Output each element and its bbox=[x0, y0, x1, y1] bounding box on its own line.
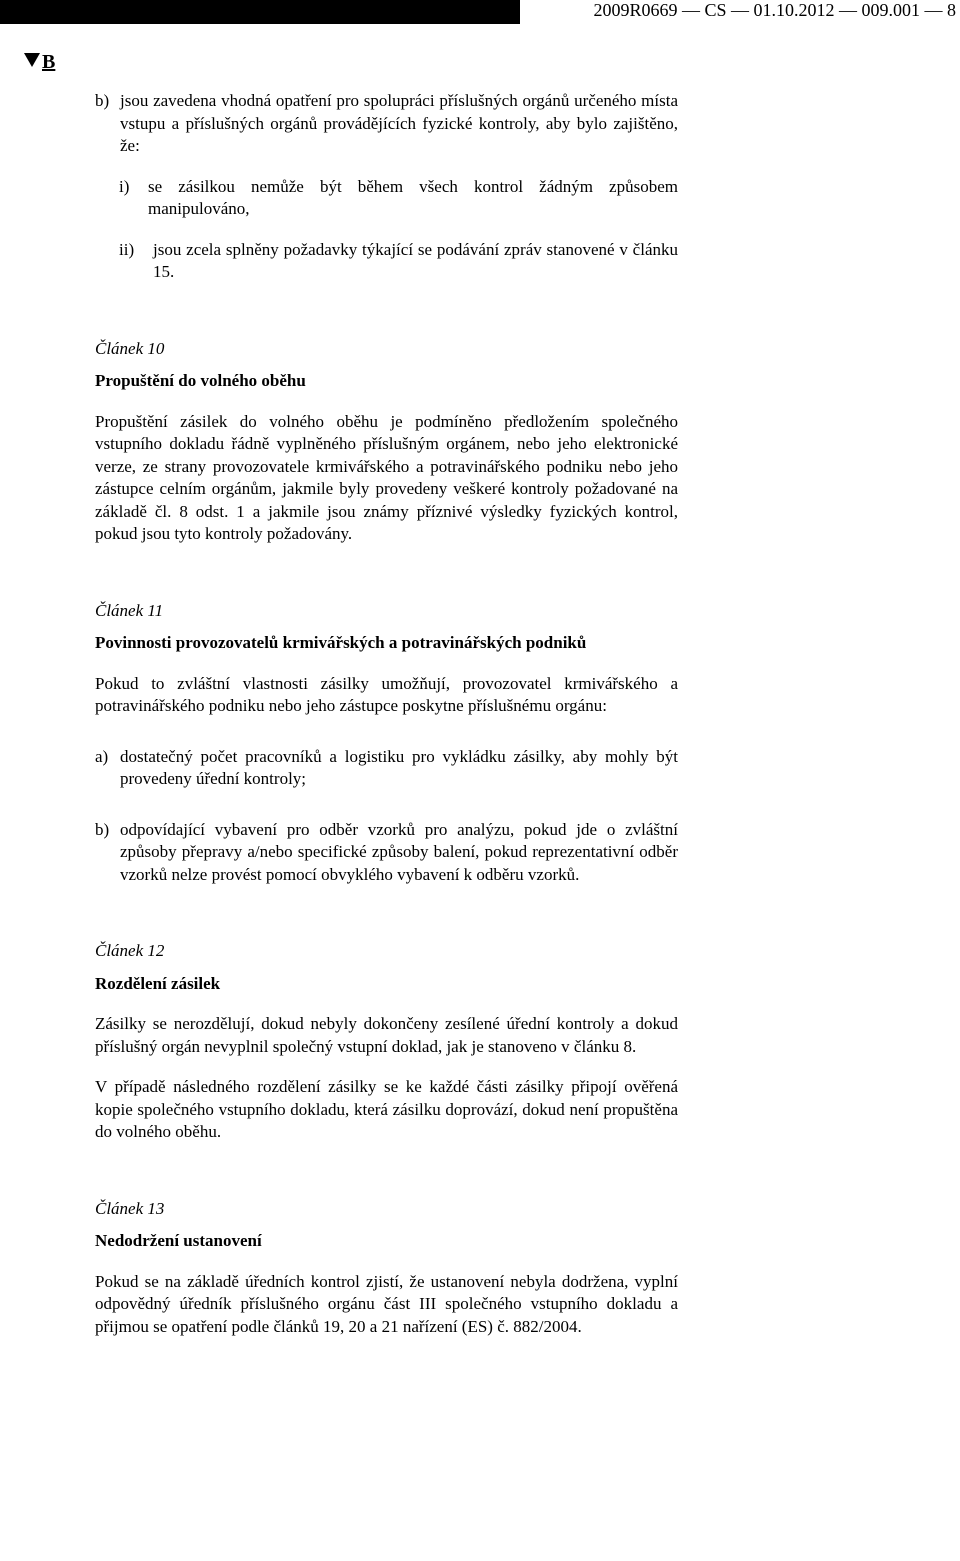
amendment-marker bbox=[24, 50, 55, 74]
intro-subpoint-i bbox=[95, 176, 678, 221]
subpoint-text: se zásilkou nemůže být během všech kontrol žádným způsobem manipulováno, bbox=[148, 176, 678, 218]
article-number: Článek 13 bbox=[95, 1198, 165, 1218]
amendment-marker-code: B bbox=[42, 51, 56, 73]
subpoint-text: jsou zcela splněny požadavky týkající se podávání zpráv stanovené v článku 15. bbox=[153, 239, 678, 281]
intro-point-b bbox=[95, 90, 678, 158]
intro-subpoint-ii bbox=[95, 239, 678, 284]
article-paragraph: V případě následného rozdělení zásilky se ke každé části zásilky připojí ověřená kopie společného vstupního dokladu, která zásilku doprovází, dokud není propuštěna do volného oběhu. bbox=[95, 1077, 678, 1141]
article-number: Článek 11 bbox=[95, 600, 164, 620]
point-label: a) bbox=[95, 746, 109, 766]
point-label: b) bbox=[95, 91, 110, 110]
running-header-bar bbox=[0, 0, 960, 24]
point-label: b) bbox=[95, 819, 110, 839]
article-point-b bbox=[95, 819, 678, 887]
article-paragraph: Pokud to zvláštní vlastnosti zásilky umožňují, provozovatel krmivářského a potravinářského podniku nebo jeho zástupce poskytne příslušnému orgánu: bbox=[95, 673, 678, 715]
article-title: Rozdělení zásilek bbox=[95, 973, 221, 993]
article-paragraph: Propuštění zásilek do volného oběhu je podmíněno předložením společného vstupního dokladu řádně vyplněného příslušným orgánem, nebo jeho elektronické verze, ze strany provozovatele krmivářského a potravinářského podniku nebo jeho zástupce celním orgánům, jakmile byly provedeny veškeré kontroly požadované na základě čl. 8 odst. 1 a jakmile jsou známy příznivé výsledky fyzických kontrol, pokud jsou tyto kontroly požadovány. bbox=[95, 411, 678, 543]
point-text: odpovídající vybavení pro odběr vzorků pro analýzu, pokud jde o zvláštní způsoby přepravy a/nebo specifické způsoby balení, pokud reprezentativní odběr vzorků nelze provést pomocí obvyklého vybavení k odběru vzorků. bbox=[120, 819, 678, 884]
triangle-down-icon bbox=[24, 53, 40, 67]
running-header-text: 2009R0669 — CS — 01.10.2012 — 009.001 — 8 bbox=[593, 0, 956, 20]
subpoint-label: ii) bbox=[119, 239, 135, 259]
article-title: Propuštění do volného oběhu bbox=[95, 371, 306, 390]
subpoint-label: i) bbox=[119, 176, 130, 196]
point-text: jsou zavedena vhodná opatření pro spolupráci příslušných orgánů určeného místa vstupu a příslušných orgánů provádějících fyzické kontroly, aby bylo zajištěno, že: bbox=[120, 91, 678, 155]
article-paragraph: Zásilky se nerozdělují, dokud nebyly dokončeny zesílené úřední kontroly a dokud příslušný orgán nevyplnil společný vstupní doklad, jak je stanoveno v článku 8. bbox=[95, 1014, 678, 1056]
article-number: Článek 12 bbox=[95, 941, 165, 960]
article-point-a bbox=[95, 746, 678, 791]
point-text: dostatečný počet pracovníků a logistiku pro vykládku zásilky, aby mohly být provedeny úřední kontroly; bbox=[120, 746, 678, 788]
article-paragraph: Pokud se na základě úředních kontrol zjistí, že ustanovení nebyla dodržena, vyplní odpovědný úředník příslušného orgánu část III společného vstupního dokladu a přijmou se opatření podle článků 19, 20 a 21 nařízení (ES) č. 882/2004. bbox=[95, 1271, 678, 1336]
document-body bbox=[95, 90, 678, 1338]
article-number: Článek 10 bbox=[95, 338, 165, 358]
article-title: Nedodržení ustanovení bbox=[95, 1231, 262, 1250]
article-title: Povinnosti provozovatelů krmivářských a potravinářských podniků bbox=[95, 633, 587, 652]
